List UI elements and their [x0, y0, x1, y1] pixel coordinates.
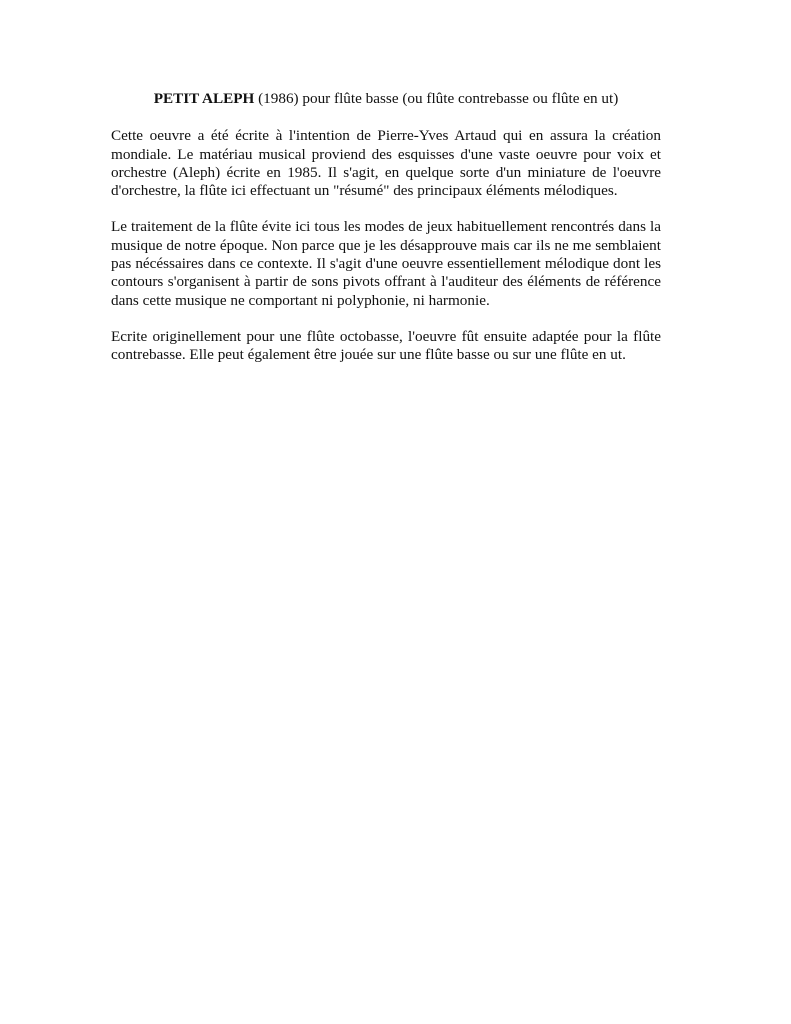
work-title: PETIT ALEPH — [153, 90, 255, 107]
paragraph-treatment: Le traitement de la flûte évite ici tous les modes de jeux habituellement rencontrés dans la musique de notre époque. Non parce que je les désapprouve mais car ils ne me semblaient pas nécéssaires dans ce contexte. Il s'agit d'une oeuvre essentiellement mélodique dont les contours s'organisent à partir de sons pivots offrant à l'auditeur des éléments de référence dans cette musique ne comportant ni polyphonie, ni harmonie. — [111, 218, 661, 309]
paragraph-commission: Cette oeuvre a été écrite à l'intention de Pierre-Yves Artaud qui en assura la création mondiale. Le matériau musical proviend des esquisses d'une vaste oeuvre pour voix et orchestre (Aleph) écrite en 1985. Il s'agit, en quelque sorte d'un miniature de l'oeuvre d'orchestre, la flûte ici effectuant un "résumé" des principaux éléments mélodiques. — [111, 127, 661, 200]
document-page — [111, 90, 661, 383]
document-title — [111, 90, 661, 108]
paragraph-instrumentation: Ecrite originellement pour une flûte octobasse, l'oeuvre fût ensuite adaptée pour la flûte contrebasse. Elle peut également être jouée sur une flûte basse ou sur une flûte en ut. — [111, 327, 661, 364]
title-subtitle: (1986) pour flûte basse (ou flûte contrebasse ou flûte en ut) — [254, 90, 619, 107]
